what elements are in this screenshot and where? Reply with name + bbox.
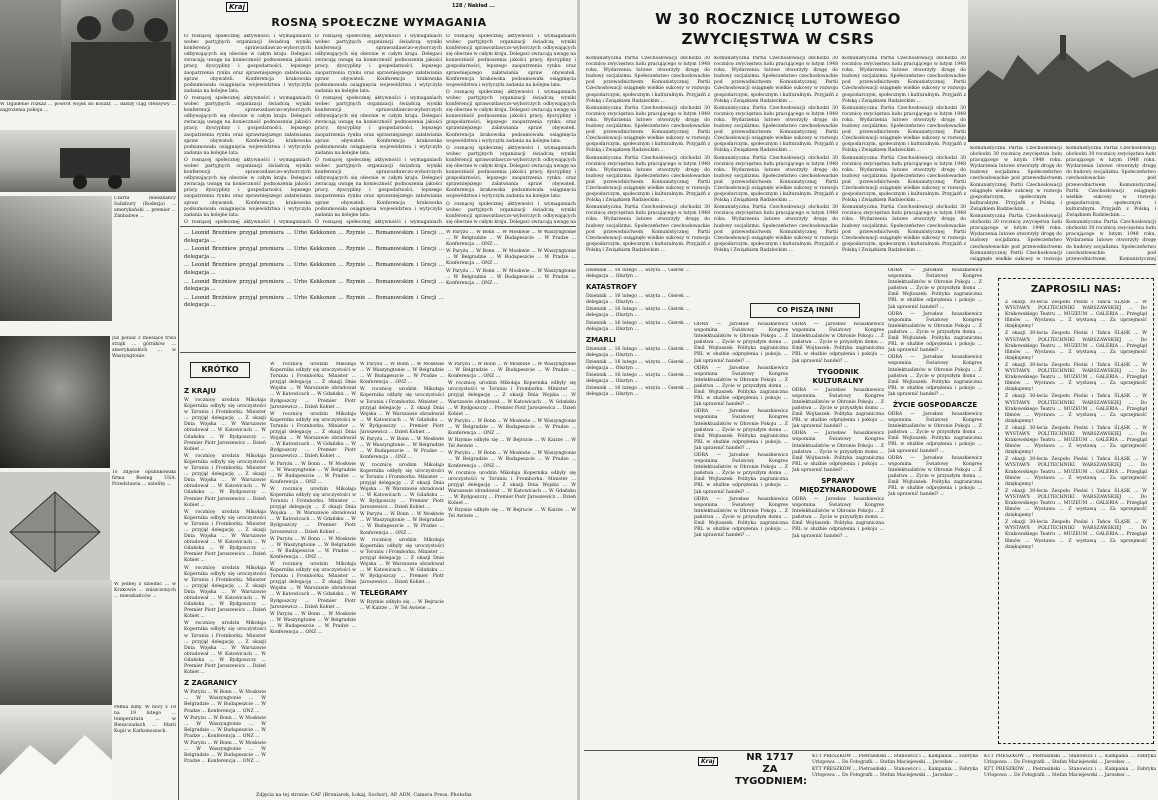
- krotko-col-3: [360, 362, 444, 792]
- issue-za: ZA: [762, 764, 778, 775]
- rule-above-krotko: [180, 352, 576, 353]
- csrs-col-5: [1066, 146, 1156, 262]
- zycie-heading: ŻYCIE GOSPODARCZE: [892, 400, 978, 409]
- main-article-text-2c: O rosnącej społecznej aktywności i wymaganiach wobec partyjnych organizacji świadczą wyniki konferencji sprawozdawczo-wyborczych odbywających się obecnie w całym kraju. Delegaci zwracają uwagę na konieczność podnoszenia jakości pracy, dyscypliny i gospodarności, lepszego zaopatrzenia rynku oraz sprawniejszego załatwiania spraw obywateli. Konferencja krakowska podsumowała osiągnięcia województwa i wytyczyła zadania na kolejne lata.: [315, 157, 442, 218]
- zaprosili-text-7: Z okazji 30-lecia Zespołu Pieśni i Tańca ŚLĄSK ... W WYSTAWY: POLITECHNIKI WARSZAWSKIEJ ... Do Krakowskiego Teatru ... MUZEUM ... GALERIA ... Przegląd filmów ... Wystawa ... Z wystawą ... Za uprzejmość dziękujemy!: [1005, 488, 1147, 519]
- krotko-text-4: W Paryżu ... W Bonn ... W Moskwie ... W Waszyngtonie ... W Belgradzie ... W Budapeszcie ... W Pradze ... Konferencja ... ONZ ...: [448, 362, 576, 380]
- pisza-text-1e: ODRA — Jarosław Iwaszkiewicz wspomina Światowy Kongres Intelektualistów w Obronie Pokoju ... Z państwa ... Zycie w przyszłym domu ... Emil Wojtaszek: Polityka zagraniczna PRL w służbie odprężenia i pokoju ... Jak uprawnić handel? ...: [694, 496, 788, 539]
- zaprosili-text-6: Z okazji 30-lecia Zespołu Pieśni i Tańca ŚLĄSK ... W WYSTAWY: POLITECHNIKI WARSZAWSKIEJ ... Do Krakowskiego Teatru ... MUZEUM ... GALERIA ... Przegląd filmów ... Wystawa ... Z wystawą ... Za uprzejmość dziękujemy!: [1005, 457, 1147, 487]
- krotko-box: [190, 362, 250, 378]
- z-kraju-heading: Z KRAJU: [184, 387, 217, 395]
- caption-salisbury: [114, 196, 176, 324]
- z-zagranicy-heading: Z ZAGRANICY: [184, 679, 238, 688]
- krotko-text-4g: W Rzymie odbyło się ... W Bejrucie ... W Kairze ... W Tel Awiwie ...: [448, 508, 576, 520]
- middle-band-text-2b: W Paryżu ... W Bonn ... W Moskwie ... W Waszyngtonie ... W Belgradzie ... W Budapeszcie ... W Pradze ... Konferencja ... ONZ ...: [446, 249, 576, 267]
- telegram-text-1: W Rzymie odbyło się ... W Bejrucie ... W Kairze ... W Tel Awiwie ...: [360, 600, 444, 612]
- zagranica-text-1: W Paryżu ... W Bonn ... W Moskwie ... W Waszyngtonie ... W Belgradzie ... W Budapeszcie ... W Pradze ... Konferencja ... ONZ ...: [184, 690, 266, 714]
- pisza-text-3c: ODRA — Jarosław Iwaszkiewicz wspomina Światowy Kongres Intelektualistów w Obronie Pokoju ... Z państwa ... Zycie w przyszłym domu ... Emil Wojtaszek: Polityka zagraniczna PRL w służbie odprężenia i pokoju ... Jak uprawnić handel? ...: [888, 355, 982, 397]
- zmarli-text-d: Dziennik ... 16 lutego ... wizyta ... Gierek ... delegacja ... Olsztyn ...: [586, 386, 690, 398]
- zaprosili-text-5: Z okazji 30-lecia Zespołu Pieśni i Tańca ŚLĄSK ... W WYSTAWY: POLITECHNIKI WARSZAWSKIEJ ... Do Krakowskiego Teatru ... MUZEUM ... GALERIA ... Przegląd filmów ... Wystawa ... Z wystawą ... Za uprzejmość dziękujemy!: [1005, 425, 1147, 456]
- rule-left-col: [178, 0, 179, 800]
- caption-miners-text: Już ponad 3 miesiące trwa strajk ... górników ... amerykańskich ... w Waszyngtonie.: [112, 336, 176, 360]
- left-page: [0, 0, 578, 800]
- zaprosili-text-3: Z okazji 30-lecia Zespołu Pieśni i Tańca ŚLĄSK ... W WYSTAWY: POLITECHNIKI WARSZAWSKIEJ ... Do Krakowskiego Teatru ... MUZEUM ... GALERIA ... Przegląd filmów ... Wystawa ... Z wystawą ... Za uprzejmość dziękujemy!: [1005, 362, 1147, 393]
- photo-ogaden: [0, 130, 176, 192]
- pisza-text-1d: ODRA — Jarosław Iwaszkiewicz wspomina Światowy Kongres Intelektualistów w Obronie Pokoju ... Z państwa ... Zycie w przyszłym domu ... Emil Wojtaszek: Polityka zagraniczna PRL w służbie odprężenia i pokoju ... Jak uprawnić handel? ...: [694, 452, 788, 495]
- middle-band-col-1: [184, 230, 444, 350]
- katastrofy-text: Dziennik ... 16 lutego ... wizyta ... Gierek ... delegacja ... Olsztyn ...: [586, 294, 690, 306]
- pisza-col-3: [888, 268, 982, 748]
- caption-winter: [114, 705, 176, 800]
- krotko-text-1b: W rocznicę urodzin Mikołaja Kopernika odbyły się uroczystości w Toruniu i Fromborku. Minister ... przyjął delegację ... Z okazji Dnia Wojska ... W Warszawie obradował ... W Katowicach ... W Gdańsku ... W Bydgoszczy ... Premier Piotr Jaroszewicz ... Dzień Kobiet ...: [184, 453, 266, 508]
- photo-group: [61, 0, 176, 100]
- rule-above-weekly: [584, 750, 1156, 751]
- rule-under-main: [180, 226, 576, 227]
- krotko-text-3b: W rocznicę urodzin Mikołaja Kopernika odbyły się uroczystości w Toruniu i Fromborku. Minister ... przyjął delegację ... Z okazji Dnia Wojska ... W Warszawie obradował ... W Katowicach ... W Gdańsku ... W Bydgoszczy ... Premier Piotr Jaroszewicz ... Dzień Kobiet ...: [360, 387, 444, 436]
- pisza-text-3b: ODRA — Jarosław Iwaszkiewicz wspomina Światowy Kongres Intelektualistów w Obronie Pokoju ... Z państwa ... Zycie w przyszłym domu ... Emil Wojtaszek: Polityka zagraniczna PRL w służbie odprężenia i pokoju ... Jak uprawnić handel? ...: [888, 311, 982, 354]
- krotko-text-3e: W Paryżu ... W Bonn ... W Moskwie ... W Waszyngtonie ... W Belgradzie ... W Budapeszcie ... W Pradze ... Konferencja ... ONZ ...: [360, 512, 444, 536]
- csrs-text-4: Komunistyczna Partia Czechosłowacji obchodzi 30 rocznicę zwycięstwa ludu pracującego w lutym 1948 roku. Wydarzenia lutowe otworzyły drogę do budowy socjalizmu. Społeczeństwo czechosłowackie pod przewodnictwem Komunistycznej Partii Czechosłowacji osiągnęło wielkie sukcesy w rozwoju gospodarczym, społecznym i kulturalnym. Przyjaźń z Polską i Związkiem Radzieckim ...: [970, 146, 1062, 212]
- krotko-text-2b: W rocznicę urodzin Mikołaja Kopernika odbyły się uroczystości w Toruniu i Fromborku. Minister ... przyjął delegację ... Z okazji Dnia Wojska ... W Warszawie obradował ... W Katowicach ... W Gdańsku ... W Bydgoszczy ... Premier Piotr Jaroszewicz ... Dzień Kobiet ...: [270, 411, 356, 460]
- middle-band-text-1: ... Leonid Breżniew przyjął premiera ... Urho Kekkonen ... Rzymie ... Romanowskim i Grecji ... delegacja ...: [184, 230, 444, 244]
- csrs-col-2: [714, 56, 838, 262]
- lower-col-1: [586, 268, 690, 748]
- csrs-text-2d: Komunistyczna Partia Czechosłowacji obchodzi 30 rocznicę zwycięstwa ludu pracującego w lutym 1948 roku. Wydarzenia lutowe otworzyły drogę do budowy socjalizmu. Społeczeństwo czechosłowackie pod przewodnictwem Komunistycznej Partii Czechosłowacji osiągnęło wielkie sukcesy w rozwoju gospodarczym, społecznym i kulturalnym. Przyjaźń z Polską i Związkiem Radzieckim ...: [714, 205, 838, 253]
- middle-band-text-1d: ... Leonid Breżniew przyjął premiera ... Urho Kekkonen ... Rzymie ... Romanowskim i Grecji ... delegacja ...: [184, 278, 444, 293]
- masthead-issue: 128 / Nakład ...: [452, 3, 495, 9]
- co-pisza-title: CO PISZĄ INNI: [776, 306, 834, 314]
- caption-boeing-text: To zdjęcie opublikowała firma Boeing USA. Przedstawia ... satelitę ...: [112, 470, 176, 488]
- caption-krakow-text: W jednej z dzielnic ... w Krakowie ... zniszczonych ... mieszkańców ...: [114, 582, 176, 600]
- main-article-text-2d: O rosnącej społecznej aktywności i wymaganiach: [315, 219, 442, 224]
- krotko-col-4: [448, 362, 576, 792]
- photo-krakow: [0, 580, 112, 705]
- main-article-col-2: [315, 34, 442, 224]
- pisza-text-2d: ODRA — Jarosław Iwaszkiewicz wspomina Światowy Kongres Intelektualistów w Obronie Pokoju ... Z państwa ... Zycie w przyszłym domu ... Emil Wojtaszek: Polityka zagraniczna PRL w służbie odprężenia i pokoju ... Jak uprawnić handel? ...: [792, 496, 884, 539]
- zmarli-text-c: Dziennik ... 16 lutego ... wizyta ... Gierek ... delegacja ... Olsztyn ...: [586, 373, 690, 385]
- krotko-text-1d: W rocznicę urodzin Mikołaja Kopernika odbyły się uroczystości w Toruniu i Fromborku. Minister ... przyjął delegację ... Z okazji Dnia Wojska ... W Warszawie obradował ... W Katowicach ... W Gdańsku ... W Bydgoszczy ... Premier Piotr Jaroszewicz ... Dzień Kobiet ...: [184, 565, 266, 620]
- caption-ogaden-text: W Ogadenie rozkaz ... powrót wojsk do koszar, ... dalszy ciąg ofensywy ... zagrożenia pokoju ...: [0, 102, 176, 114]
- krotko-text-4b: W rocznicę urodzin Mikołaja Kopernika odbyły się uroczystości w Toruniu i Fromborku. Minister ... przyjął delegację ... Z okazji Dnia Wojska ... W Warszawie obradował ... W Katowicach ... W Gdańsku ... W Bydgoszczy ... Premier Piotr Jaroszewicz ... Dzień Kobiet ...: [448, 381, 576, 417]
- krotko-text-3d: W rocznicę urodzin Mikołaja Kopernika odbyły się uroczystości w Toruniu i Fromborku. Minister ... przyjął delegację ... Z okazji Dnia Wojska ... W Warszawie obradował ... W Katowicach ... W Gdańsku ... W Bydgoszczy ... Premier Piotr Jaroszewicz ... Dzień Kobiet ...: [360, 462, 444, 511]
- katastrofy-text-b: Dziennik ... 16 lutego ... wizyta ... Gierek ... delegacja ... Olsztyn ...: [586, 307, 690, 319]
- zmarli-text-b: Dziennik ... 16 lutego ... wizyta ... Gierek ... delegacja ... Olsztyn ...: [586, 359, 690, 372]
- photo-winter: [0, 705, 112, 800]
- zmarli-heading: ZMARLI: [586, 335, 616, 344]
- middle-band-text-1b: ... Leonid Breżniew przyjął premiera ... Urho Kekkonen ... Rzymie ... Romanowskim i Grecji ... delegacja ...: [184, 246, 444, 260]
- weekly-text-1: KTT PRESZKÓW ... Pietrasiński ... Stanowicz i ... Kampania ... Fabryka Urlopowa ... Do Fotografii ... Stefan Maciejewski ... Jarosław ...: [812, 754, 978, 766]
- photo-prague: [968, 0, 1158, 142]
- weekly-col-1: [812, 754, 978, 798]
- right-headline-line-2: ZWYCIĘSTWA W CSRS: [681, 30, 875, 48]
- weekly-col-2: [984, 754, 1156, 798]
- main-article-col-1: [184, 34, 311, 224]
- csrs-col-3: [842, 56, 966, 262]
- csrs-text-2c: Komunistyczna Partia Czechosłowacji obchodzi 30 rocznicę zwycięstwa ludu pracującego w lutym 1948 roku. Wydarzenia lutowe otworzyły drogę do budowy socjalizmu. Społeczeństwo czechosłowackie pod przewodnictwem Komunistycznej Partii Czechosłowacji osiągnęło wielkie sukcesy w rozwoju gospodarczym, społecznym i kulturalnym. Przyjaźń z Polską i Związkiem Radzieckim ...: [714, 155, 838, 204]
- zaprosili-text-1: Z okazji 30-lecia Zespołu Pieśni i Tańca ŚLĄSK ... W WYSTAWY: POLITECHNIKI WARSZAWSKIEJ ... Do Krakowskiego Teatru ... MUZEUM ... GALERIA ... Przegląd filmów ... Wystawa ... Z wystawą ... Za uprzejmość dziękujemy!: [1005, 300, 1147, 330]
- main-article-text-3b: O rosnącej społecznej aktywności i wymaganiach wobec partyjnych organizacji świadczą wyniki konferencji sprawozdawczo-wyborczych odbywających się obecnie w całym kraju. Delegaci zwracają uwagę na konieczność podnoszenia jakości pracy, dyscypliny i gospodarności, lepszego zaopatrzenia rynku oraz sprawniejszego załatwiania spraw obywateli. Konferencja krakowska podsumowała osiągnięcia województwa i wytyczyła zadania na kolejne lata.: [446, 89, 576, 144]
- csrs-text-3d: Komunistyczna Partia Czechosłowacji obchodzi 30 rocznicę zwycięstwa ludu pracującego w lutym 1948 roku. Wydarzenia lutowe otworzyły drogę do budowy socjalizmu. Społeczeństwo czechosłowackie pod przewodnictwem Komunistycznej Partii Czechosłowacji osiągnęło wielkie sukcesy w rozwoju gospodarczym, społecznym i kulturalnym. Przyjaźń z Polską i Związkiem Radzieckim ...: [842, 205, 966, 253]
- lower-text-1: Dziennik ... 16 lutego ... wizyta ... Gierek ... delegacja ... Olsztyn ...: [586, 268, 690, 280]
- katastrofy-text-c: Dziennik ... 16 lutego ... wizyta ... Gierek ... delegacja ... Olsztyn ...: [586, 320, 690, 332]
- krotko-col-2: [270, 362, 356, 792]
- krotko-text-3: W Paryżu ... W Bonn ... W Moskwie ... W Waszyngtonie ... W Belgradzie ... W Budapeszcie ... W Pradze ... Konferencja ... ONZ ...: [360, 362, 444, 386]
- issue-tygodniem: TYGODNIEM:: [735, 776, 807, 787]
- krajowy-logo: Kraj: [226, 2, 248, 12]
- zaprosili-body: [1005, 300, 1147, 730]
- caption-miners: [112, 336, 176, 466]
- krotko-col-1: [184, 384, 266, 792]
- pisza-col-1: [694, 322, 788, 748]
- zagranica-text-1c: W Paryżu ... W Bonn ... W Moskwie ... W Waszyngtonie ... W Belgradzie ... W Budapeszcie ... W Pradze ... Konferencja ... ONZ ...: [184, 740, 266, 765]
- pisza-text-2c: ODRA — Jarosław Iwaszkiewicz wspomina Światowy Kongres Intelektualistów w Obronie Pokoju ... Z państwa ... Zycie w przyszłym domu ... Emil Wojtaszek: Polityka zagraniczna PRL w służbie odprężenia i pokoju ... Jak uprawnić handel? ...: [792, 431, 884, 473]
- tygodnik-heading: TYGODNIK KULTURALNY: [812, 367, 864, 385]
- csrs-text-5b: Komunistyczna Partia Czechosłowacji obchodzi 30 rocznicę zwycięstwa ludu pracującego w lutym 1948 roku. Wydarzenia lutowe otworzyły drogę do budowy socjalizmu. Społeczeństwo czechosłowackie pod przewodnictwem Komunistycznej: [1066, 220, 1156, 262]
- main-article-text-1c: O rosnącej społecznej aktywności i wymaganiach wobec partyjnych organizacji świadczą wyniki konferencji sprawozdawczo-wyborczych odbywających się obecnie w całym kraju. Delegaci zwracają uwagę na konieczność podnoszenia jakości pracy, dyscypliny i gospodarności, lepszego zaopatrzenia rynku oraz sprawniejszego załatwiania spraw obywateli. Konferencja krakowska podsumowała osiągnięcia województwa i wytyczyła zadania na kolejne lata.: [184, 157, 311, 218]
- main-article-text-3c: O rosnącej społecznej aktywności i wymaganiach wobec partyjnych organizacji świadczą wyniki konferencji sprawozdawczo-wyborczych odbywających się obecnie w całym kraju. Delegaci zwracają uwagę na konieczność podnoszenia jakości pracy, dyscypliny i gospodarności, lepszego zaopatrzenia rynku oraz sprawniejszego załatwiania spraw obywateli. Konferencja krakowska podsumowała osiągnięcia województwa i wytyczyła zadania na kolejne lata.: [446, 145, 576, 200]
- krotko-text-1: W rocznicę urodzin Mikołaja Kopernika odbyły się uroczystości w Toruniu i Fromborku. Minister ... przyjął delegację ... Z okazji Dnia Wojska ... W Warszawie obradował ... W Katowicach ... W Gdańsku ... W Bydgoszczy ... Premier Piotr Jaroszewicz ... Dzień Kobiet ...: [184, 398, 266, 452]
- pisza-text-2b: ODRA — Jarosław Iwaszkiewicz wspomina Światowy Kongres Intelektualistów w Obronie Pokoju ... Z państwa ... Zycie w przyszłym domu ... Emil Wojtaszek: Polityka zagraniczna PRL w służbie odprężenia i pokoju ... Jak uprawnić handel? ...: [792, 387, 884, 430]
- csrs-text-5: Komunistyczna Partia Czechosłowacji obchodzi 30 rocznicę zwycięstwa ludu pracującego w lutym 1948 roku. Wydarzenia lutowe otworzyły drogę do budowy socjalizmu. Społeczeństwo czechosłowackie pod przewodnictwem Komunistycznej Partii Czechosłowacji osiągnęło wielkie sukcesy w rozwoju gospodarczym, społecznym i kulturalnym. Przyjaźń z Polską i Związkiem Radzieckim ...: [1066, 146, 1156, 219]
- krotko-text-2d: W rocznicę urodzin Mikołaja Kopernika odbyły się uroczystości w Toruniu i Fromborku. Minister ... przyjął delegację ... Z okazji Dnia Wojska ... W Warszawie obradował ... W Katowicach ... W Gdańsku ... W Bydgoszczy ... Premier Piotr Jaroszewicz ... Dzień Kobiet ...: [270, 486, 356, 535]
- csrs-text-2b: Komunistyczna Partia Czechosłowacji obchodzi 30 rocznicę zwycięstwa ludu pracującego w lutym 1948 roku. Wydarzenia lutowe otworzyły drogę do budowy socjalizmu. Społeczeństwo czechosłowackie pod przewodnictwem Komunistycznej Partii Czechosłowacji osiągnęło wielkie sukcesy w rozwoju gospodarczym, społecznym i kulturalnym. Przyjaźń z Polską i Związkiem Radzieckim ...: [714, 105, 838, 154]
- middle-band-col-2: [446, 230, 576, 350]
- zaprosili-text-4: Z okazji 30-lecia Zespołu Pieśni i Tańca ŚLĄSK ... W WYSTAWY: POLITECHNIKI WARSZAWSKIEJ ... Do Krakowskiego Teatru ... MUZEUM ... GALERIA ... Przegląd filmów ... Wystawa ... Z wystawą ... Za uprzejmość dziękujemy!: [1005, 394, 1147, 424]
- krotko-text-4c: W Paryżu ... W Bonn ... W Moskwie ... W Waszyngtonie ... W Belgradzie ... W Budapeszcie ... W Pradze ... Konferencja ... ONZ ...: [448, 418, 576, 437]
- pisza-text-3e: ODRA — Jarosław Iwaszkiewicz wspomina Światowy Kongres Intelektualistów w Obronie Pokoju ... Z państwa ... Zycie w przyszłym domu ... Emil Wojtaszek: Polityka zagraniczna PRL w służbie odprężenia i pokoju ... Jak uprawnić handel? ...: [888, 455, 982, 498]
- caption-winter-text: Pełnia zimy. W nocy z 18 na 19 lutego ... temperatura ... w Bieszczadach ... Marii Kopii w Karkonoszach.: [114, 705, 176, 735]
- krotko-title: KRÓTKO: [201, 365, 239, 374]
- right-page: [580, 0, 1158, 800]
- katastrofy-heading: KATASTROFY: [586, 283, 637, 292]
- csrs-text-4b: Komunistyczna Partia Czechosłowacji obchodzi 30 rocznicę zwycięstwa ludu pracującego w lutym 1948 roku. Wydarzenia lutowe otworzyły drogę do budowy socjalizmu. Społeczeństwo czechosłowackie pod przewodnictwem Komunistycznej Partii Czechosłowacji osiągnęło wielkie sukcesy w rozwoju: [970, 214, 1062, 262]
- csrs-text-3c: Komunistyczna Partia Czechosłowacji obchodzi 30 rocznicę zwycięstwa ludu pracującego w lutym 1948 roku. Wydarzenia lutowe otworzyły drogę do budowy socjalizmu. Społeczeństwo czechosłowackie pod przewodnictwem Komunistycznej Partii Czechosłowacji osiągnęło wielkie sukcesy w rozwoju gospodarczym, społecznym i kulturalnym. Przyjaźń z Polską i Związkiem Radzieckim ...: [842, 155, 966, 204]
- zmarli-text: Dziennik ... 16 lutego ... wizyta ... Gierek ... delegacja ... Olsztyn ...: [586, 346, 690, 358]
- zaprosili-box: [998, 278, 1154, 744]
- main-article-text-3: O rosnącej społecznej aktywności i wymaganiach wobec partyjnych organizacji świadczą wyniki konferencji sprawozdawczo-wyborczych odbywających się obecnie w całym kraju. Delegaci zwracają uwagę na konieczność podnoszenia jakości pracy, dyscypliny i gospodarności, lepszego zaopatrzenia rynku oraz sprawniejszego załatwiania spraw obywateli. Konferencja krakowska podsumowała osiągnięcia województwa i wytyczyła zadania na kolejne lata.: [446, 34, 576, 88]
- co-pisza-box: [750, 303, 860, 318]
- csrs-text-1b: Komunistyczna Partia Czechosłowacji obchodzi 30 rocznicę zwycięstwa ludu pracującego w lutym 1948 roku. Wydarzenia lutowe otworzyły drogę do budowy socjalizmu. Społeczeństwo czechosłowackie pod przewodnictwem Komunistycznej Partii Czechosłowacji osiągnęło wielkie sukcesy w rozwoju gospodarczym, społecznym i kulturalnym. Przyjaźń z Polską i Związkiem Radzieckim ...: [586, 105, 710, 154]
- zaprosili-title: ZAPROSILI NAS:: [1030, 284, 1122, 295]
- main-article-text-2b: O rosnącej społecznej aktywności i wymaganiach wobec partyjnych organizacji świadczą wyniki konferencji sprawozdawczo-wyborczych odbywających się obecnie w całym kraju. Delegaci zwracają uwagę na konieczność podnoszenia jakości pracy, dyscypliny i gospodarności, lepszego zaopatrzenia rynku oraz sprawniejszego załatwiania spraw obywateli. Konferencja krakowska podsumowała osiągnięcia województwa i wytyczyła zadania na kolejne lata.: [315, 95, 442, 156]
- pisza-col-2: [792, 322, 884, 748]
- main-article-text-1: O rosnącej społecznej aktywności i wymaganiach wobec partyjnych organizacji świadczą wyniki konferencji sprawozdawczo-wyborczych odbywających się obecnie w całym kraju. Delegaci zwracają uwagę na konieczność podnoszenia jakości pracy, dyscypliny i gospodarności, lepszego zaopatrzenia rynku oraz sprawniejszego załatwiania spraw obywateli. Konferencja krakowska podsumowała osiągnięcia województwa i wytyczyła zadania na kolejne lata.: [184, 34, 311, 94]
- main-article-text-2: O rosnącej społecznej aktywności i wymaganiach wobec partyjnych organizacji świadczą wyniki konferencji sprawozdawczo-wyborczych odbywających się obecnie w całym kraju. Delegaci zwracają uwagę na konieczność podnoszenia jakości pracy, dyscypliny i gospodarności, lepszego zaopatrzenia rynku oraz sprawniejszego załatwiania spraw obywateli. Konferencja krakowska podsumowała osiągnięcia województwa i wytyczyła zadania na kolejne lata.: [315, 34, 442, 94]
- photo-credits: Zdjęcia na tej stronie: CAF (Broniarek, Łokaj, Sochor), AP, ADN, Camera Press, Photofax: [256, 793, 472, 798]
- krotko-text-4e: W Paryżu ... W Bonn ... W Moskwie ... W Waszyngtonie ... W Belgradzie ... W Budapeszcie ... W Pradze ... Konferencja ... ONZ ...: [448, 451, 576, 469]
- csrs-text-1c: Komunistyczna Partia Czechosłowacji obchodzi 30 rocznicę zwycięstwa ludu pracującego w lutym 1948 roku. Wydarzenia lutowe otworzyły drogę do budowy socjalizmu. Społeczeństwo czechosłowackie pod przewodnictwem Komunistycznej Partii Czechosłowacji osiągnęło wielkie sukcesy w rozwoju gospodarczym, społecznym i kulturalnym. Przyjaźń z Polską i Związkiem Radzieckim ...: [586, 155, 710, 204]
- left-headline: ROSNĄ SPOŁECZNE WYMAGANIA: [271, 16, 487, 29]
- krotko-text-4d: W Rzymie odbyło się ... W Bejrucie ... W Kairze ... W Tel Awiwie ...: [448, 438, 576, 450]
- krotko-text-2e: W Paryżu ... W Bonn ... W Moskwie ... W Waszyngtonie ... W Belgradzie ... W Budapeszcie ... W Pradze ... Konferencja ... ONZ ...: [270, 536, 356, 560]
- caption-salisbury-text: Czarni mieszkańcy Salisbury (Rodezja) ... amerykański ... premier ... Zimbabwe ...: [114, 196, 176, 220]
- middle-band-text-2: W Paryżu ... W Bonn ... W Moskwie ... W Waszyngtonie ... W Belgradzie ... W Budapeszcie ... W Pradze ... Konferencja ... ONZ ...: [446, 230, 576, 248]
- krotko-text-2g: W Paryżu ... W Bonn ... W Moskwie ... W Waszyngtonie ... W Belgradzie ... W Budapeszcie ... W Pradze ... Konferencja ... ONZ ...: [270, 611, 356, 636]
- csrs-col-4: [970, 146, 1062, 262]
- middle-band-text-1c: ... Leonid Breżniew przyjął premiera ... Urho Kekkonen ... Rzymie ... Romanowskim i Grecji ... delegacja ...: [184, 262, 444, 276]
- csrs-text-3: Komunistyczna Partia Czechosłowacji obchodzi 30 rocznicę zwycięstwa ludu pracującego w lutym 1948 roku. Wydarzenia lutowe otworzyły drogę do budowy socjalizmu. Społeczeństwo czechosłowackie pod przewodnictwem Komunistycznej Partii Czechosłowacji osiągnęło wielkie sukcesy w rozwoju gospodarczym, społecznym i kulturalnym. Przyjaźń z Polską i Związkiem Radzieckim ...: [842, 56, 966, 104]
- main-article-col-3: [446, 34, 576, 224]
- krotko-text-1e: W rocznicę urodzin Mikołaja Kopernika odbyły się uroczystości w Toruniu i Fromborku. Minister ... przyjął delegację ... Z okazji Dnia Wojska ... W Warszawie obradował ... W Katowicach ... W Gdańsku ... W Bydgoszczy ... Premier Piotr Jaroszewicz ... Dzień Kobiet ...: [184, 621, 266, 676]
- pisza-text-1b: ODRA — Jarosław Iwaszkiewicz wspomina Światowy Kongres Intelektualistów w Obronie Pokoju ... Z państwa ... Zycie w przyszłym domu ... Emil Wojtaszek: Polityka zagraniczna PRL w służbie odprężenia i pokoju ... Jak uprawnić handel? ...: [694, 365, 788, 408]
- pisza-text-1: ODRA — Jarosław Iwaszkiewicz wspomina Światowy Kongres Intelektualistów w Obronie Pokoju ... Z państwa ... Zycie w przyszłym domu ... Emil Wojtaszek: Polityka zagraniczna PRL w służbie odprężenia i pokoju ... Jak uprawnić handel? ...: [694, 322, 788, 364]
- pisza-text-3d: ODRA — Jarosław Iwaszkiewicz wspomina Światowy Kongres Intelektualistów w Obronie Pokoju ... Z państwa ... Zycie w przyszłym domu ... Emil Wojtaszek: Polityka zagraniczna PRL w służbie odprężenia i pokoju ... Jak uprawnić handel? ...: [888, 411, 982, 454]
- telegramy-heading: TELEGRAMY: [360, 589, 408, 598]
- middle-band-text-1e: ... Leonid Breżniew przyjął premiera ... Urho Kekkonen ... Rzymie ... Romanowskim i Grecji ... delegacja ...: [184, 294, 444, 309]
- main-article-text-1b: O rosnącej społecznej aktywności i wymaganiach wobec partyjnych organizacji świadczą wyniki konferencji sprawozdawczo-wyborczych odbywających się obecnie w całym kraju. Delegaci zwracają uwagę na konieczność podnoszenia jakości pracy, dyscypliny i gospodarności, lepszego zaopatrzenia rynku oraz sprawniejszego załatwiania spraw obywateli. Konferencja krakowska podsumowała osiągnięcia województwa i wytyczyła zadania na kolejne lata.: [184, 95, 311, 156]
- krajowy-logo-bottom: Kraj: [698, 757, 718, 766]
- krotko-text-2f: W rocznicę urodzin Mikołaja Kopernika odbyły się uroczystości w Toruniu i Fromborku. Minister ... przyjął delegację ... Z okazji Dnia Wojska ... W Warszawie obradował ... W Katowicach ... W Gdańsku ... W Bydgoszczy ... Premier Piotr Jaroszewicz ... Dzień Kobiet ...: [270, 562, 356, 610]
- pisza-text-3: ODRA — Jarosław Iwaszkiewicz wspomina Światowy Kongres Intelektualistów w Obronie Pokoju ... Z państwa ... Zycie w przyszłym domu ... Emil Wojtaszek: Polityka zagraniczna PRL w służbie odprężenia i pokoju ... Jak uprawnić handel? ...: [888, 268, 982, 310]
- main-article-text-1d: O rosnącej społecznej aktywności i wymaganiach: [184, 219, 311, 224]
- sprawy-heading: SPRAWY MIĘDZYNARODOWE: [799, 476, 877, 494]
- caption-boeing: [112, 470, 176, 580]
- right-headline-line-1: W 30 ROCZNICĘ LUTOWEGO: [655, 10, 901, 28]
- photo-salisbury: [0, 196, 112, 321]
- csrs-col-1: [586, 56, 710, 262]
- krotko-text-2c: W Paryżu ... W Bonn ... W Moskwie ... W Waszyngtonie ... W Belgradzie ... W Budapeszcie ... W Pradze ... Konferencja ... ONZ ...: [270, 461, 356, 485]
- issue-number: NR 1717: [746, 752, 794, 763]
- middle-band-text-2c: W Paryżu ... W Bonn ... W Moskwie ... W Waszyngtonie ... W Belgradzie ... W Budapeszcie ... W Pradze ... Konferencja ... ONZ ...: [446, 268, 576, 286]
- krotko-text-3f: W rocznicę urodzin Mikołaja Kopernika odbyły się uroczystości w Toruniu i Fromborku. Minister ... przyjął delegację ... Z okazji Dnia Wojska ... W Warszawie obradował ... W Katowicach ... W Gdańsku ... W Bydgoszczy ... Premier Piotr Jaroszewicz ... Dzień Kobiet ...: [360, 537, 444, 586]
- weekly-text-2b: KTT PRESZKÓW ... Pietrasiński ... Stanowicz i ... Kampania ... Fabryka Urlopowa ... Do Fotografii ... Stefan Maciejewski ... Jarosław ...: [984, 767, 1156, 779]
- zaprosili-text-2: Z okazji 30-lecia Zespołu Pieśni i Tańca ŚLĄSK ... W WYSTAWY: POLITECHNIKI WARSZAWSKIEJ ... Do Krakowskiego Teatru ... MUZEUM ... GALERIA ... Przegląd filmów ... Wystawa ... Z wystawą ... Za uprzejmość dziękujemy!: [1005, 331, 1147, 361]
- caption-krakow: [114, 582, 176, 704]
- krotko-text-1c: W rocznicę urodzin Mikołaja Kopernika odbyły się uroczystości w Toruniu i Fromborku. Minister ... przyjął delegację ... Z okazji Dnia Wojska ... W Warszawie obradował ... W Katowicach ... W Gdańsku ... W Bydgoszczy ... Premier Piotr Jaroszewicz ... Dzień Kobiet ...: [184, 509, 266, 564]
- photo-satellite: [0, 472, 110, 580]
- krotko-text-3c: W Paryżu ... W Bonn ... W Moskwie ... W Waszyngtonie ... W Belgradzie ... W Budapeszcie ... W Pradze ... Konferencja ... ONZ ...: [360, 437, 444, 461]
- csrs-text-1: Komunistyczna Partia Czechosłowacji obchodzi 30 rocznicę zwycięstwa ludu pracującego w lutym 1948 roku. Wydarzenia lutowe otworzyły drogę do budowy socjalizmu. Społeczeństwo czechosłowackie pod przewodnictwem Komunistycznej Partii Czechosłowacji osiągnęło wielkie sukcesy w rozwoju gospodarczym, społecznym i kulturalnym. Przyjaźń z Polską i Związkiem Radzieckim ...: [586, 56, 710, 104]
- pisza-text-1c: ODRA — Jarosław Iwaszkiewicz wspomina Światowy Kongres Intelektualistów w Obronie Pokoju ... Z państwa ... Zycie w przyszłym domu ... Emil Wojtaszek: Polityka zagraniczna PRL w służbie odprężenia i pokoju ... Jak uprawnić handel? ...: [694, 409, 788, 451]
- photo-honecker: [0, 0, 61, 100]
- csrs-text-1d: Komunistyczna Partia Czechosłowacji obchodzi 30 rocznicę zwycięstwa ludu pracującego w lutym 1948 roku. Wydarzenia lutowe otworzyły drogę do budowy socjalizmu. Społeczeństwo czechosłowackie pod przewodnictwem Komunistycznej Partii Czechosłowacji osiągnęło wielkie sukcesy w rozwoju gospodarczym, społecznym i kulturalnym. Przyjaźń z Polską i Związkiem Radzieckim ...: [586, 205, 710, 253]
- pisza-text-2: ODRA — Jarosław Iwaszkiewicz wspomina Światowy Kongres Intelektualistów w Obronie Pokoju ... Z państwa ... Zycie w przyszłym domu ... Emil Wojtaszek: Polityka zagraniczna PRL w służbie odprężenia i pokoju ... Jak uprawnić handel? ...: [792, 322, 884, 364]
- main-article-text-3d: O rosnącej społecznej aktywności i wymaganiach wobec partyjnych organizacji świadczą wyniki konferencji sprawozdawczo-wyborczych odbywających się obecnie w całym kraju. Delegaci zwracają uwagę na: [446, 201, 576, 224]
- krotko-text-4f: W rocznicę urodzin Mikołaja Kopernika odbyły się uroczystości w Toruniu i Fromborku. Minister ... przyjął delegację ... Z okazji Dnia Wojska ... W Warszawie obradował ... W Katowicach ... W Gdańsku ... W Bydgoszczy ... Premier Piotr Jaroszewicz ... Dzień Kobiet ...: [448, 470, 576, 507]
- csrs-text-2: Komunistyczna Partia Czechosłowacji obchodzi 30 rocznicę zwycięstwa ludu pracującego w lutym 1948 roku. Wydarzenia lutowe otworzyły drogę do budowy socjalizmu. Społeczeństwo czechosłowackie pod przewodnictwem Komunistycznej Partii Czechosłowacji osiągnęło wielkie sukcesy w rozwoju gospodarczym, społecznym i kulturalnym. Przyjaźń z Polską i Związkiem Radzieckim ...: [714, 56, 838, 104]
- photo-miners: [0, 336, 110, 468]
- weekly-text-2: KTT PRESZKÓW ... Pietrasiński ... Stanowicz i ... Kampania ... Fabryka Urlopowa ... Do Fotografii ... Stefan Maciejewski ... Jarosław ...: [984, 754, 1156, 766]
- rule-under-csrs: [584, 264, 1156, 265]
- krotko-text-2: W rocznicę urodzin Mikołaja Kopernika odbyły się uroczystości w Toruniu i Fromborku. Minister ... przyjął delegację ... Z okazji Dnia Wojska ... W Warszawie obradował ... W Katowicach ... W Gdańsku ... W Bydgoszczy ... Premier Piotr Jaroszewicz ... Dzień Kobiet ...: [270, 362, 356, 410]
- csrs-text-3b: Komunistyczna Partia Czechosłowacji obchodzi 30 rocznicę zwycięstwa ludu pracującego w lutym 1948 roku. Wydarzenia lutowe otworzyły drogę do budowy socjalizmu. Społeczeństwo czechosłowackie pod przewodnictwem Komunistycznej Partii Czechosłowacji osiągnęło wielkie sukcesy w rozwoju gospodarczym, społecznym i kulturalnym. Przyjaźń z Polską i Związkiem Radzieckim ...: [842, 105, 966, 154]
- weekly-text-1b: KTT PRESZKÓW ... Pietrasiński ... Stanowicz i ... Kampania ... Fabryka Urlopowa ... Do Fotografii ... Stefan Maciejewski ... Jarosław ...: [812, 767, 978, 779]
- zagranica-text-1b: W Paryżu ... W Bonn ... W Moskwie ... W Waszyngtonie ... W Belgradzie ... W Budapeszcie ... W Pradze ... Konferencja ... ONZ ...: [184, 715, 266, 739]
- zaprosili-text-8: Z okazji 30-lecia Zespołu Pieśni i Tańca ŚLĄSK ... W WYSTAWY: POLITECHNIKI WARSZAWSKIEJ ... Do Krakowskiego Teatru ... MUZEUM ... GALERIA ... Przegląd filmów ... Wystawa ... Z wystawą ... Za uprzejmość dziękujemy!: [1005, 520, 1147, 550]
